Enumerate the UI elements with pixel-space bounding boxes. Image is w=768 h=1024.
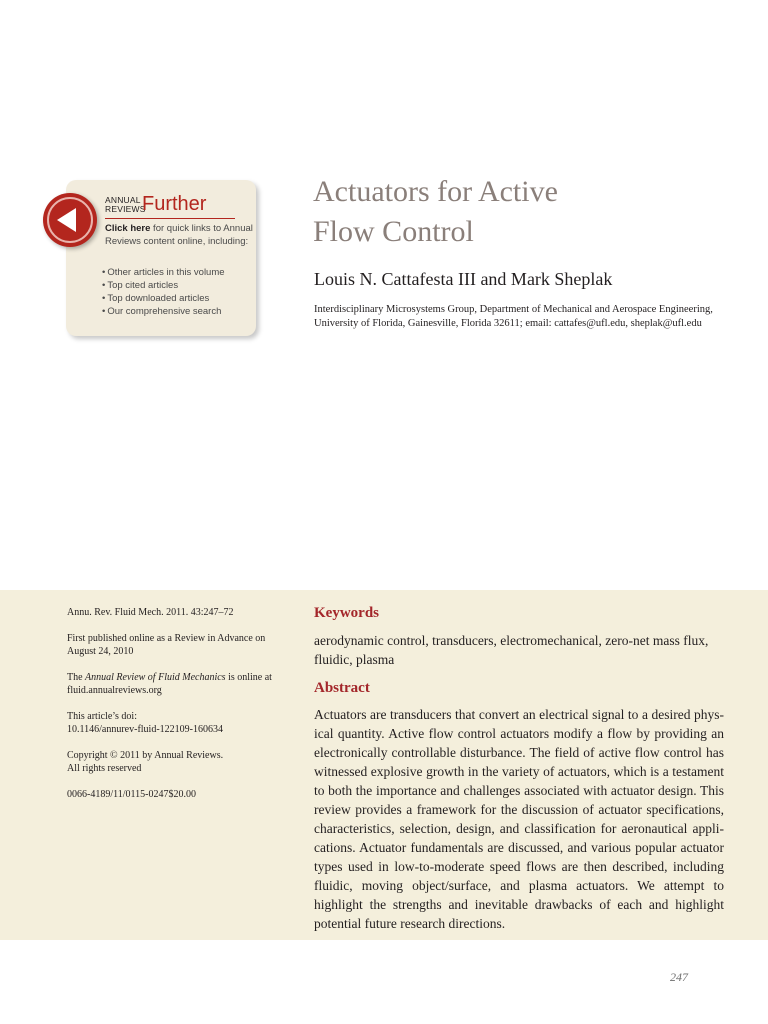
further-link-other-articles[interactable]: • Other articles in this volume xyxy=(102,266,225,279)
annual-reviews-logo xyxy=(105,196,146,214)
copyright: Copyright © 2011 by Annual Reviews. xyxy=(67,750,224,761)
click-here-link[interactable]: Click here xyxy=(105,223,151,234)
further-links-list xyxy=(102,266,225,318)
copyright-block xyxy=(67,749,287,775)
brand-line-1: ANNUAL xyxy=(105,195,141,205)
article-metadata xyxy=(67,606,287,814)
abstract-text: Actuators are transducers that convert an electrical signal to a desired physical quantity. Active flow control actuators modify a flow by providing an electronically controllable disturbance. The field of active flow control has witnessed explosive growth in the variety of actuators, which is a testament to both the importance and challenges associated with actuator design. This review provides a framework for the discussion of actuator specifications, characteristics, selection, design, and classification for aeronautical applications. Actuator fundamentals are discussed, and various popular actuator types used in low-to-moderate speed flows are then described, including fluidic, moving object/surface, and plasma actuators. We attempt to highlight the strengths and inevitable drawbacks of each and highlight potential future research directions. xyxy=(314,707,724,931)
doi-block xyxy=(67,710,287,736)
article-title xyxy=(313,172,643,252)
keywords-text: aerodynamic control, transducers, electromechanical, zero-net mass flux, fluidic, plasma xyxy=(314,633,709,667)
journal-name: Annual Review of Fluid Mechanics xyxy=(85,672,226,683)
further-divider xyxy=(105,218,235,219)
publication-note: First published online as a Review in Advance on August 24, 2010 xyxy=(67,633,266,657)
issn: 0066-4189/11/0115-0247$20.00 xyxy=(67,789,196,800)
further-link-top-downloaded[interactable]: • Top downloaded articles xyxy=(102,292,225,305)
online-note xyxy=(67,671,287,697)
further-description xyxy=(105,222,255,248)
page-number: 247 xyxy=(670,970,688,984)
doi-value[interactable]: 10.1146/annurev-fluid-122109-160634 xyxy=(67,724,223,735)
back-arrow-icon[interactable] xyxy=(43,193,97,247)
article-title-line-1: Actuators for Active xyxy=(313,175,558,208)
rights: All rights reserved xyxy=(67,763,142,774)
citation: Annu. Rev. Fluid Mech. 2011. 43:247–72 xyxy=(67,607,234,618)
keywords-heading: Keywords xyxy=(314,605,379,621)
brand-line-2: REVIEWS xyxy=(105,204,146,214)
online-note-prefix: The xyxy=(67,672,86,683)
further-link-top-cited[interactable]: • Top cited articles xyxy=(102,279,225,292)
further-description-text: for quick links to Annual Reviews content online, including: xyxy=(105,223,253,247)
abstract-heading: Abstract xyxy=(314,680,370,696)
doi-label: This article’s doi: xyxy=(67,711,137,722)
online-note-suffix: is online at fluid.annualreviews.org xyxy=(67,672,272,696)
article-title-line-2: Flow Control xyxy=(313,215,474,248)
article-authors: Louis N. Cattafesta III and Mark Sheplak xyxy=(314,269,613,289)
further-title: Further xyxy=(142,193,207,215)
article-affiliation: Interdisciplinary Microsystems Group, Department of Mechanical and Aerospace Engineering, University of Florida, Gainesville, Florida 32611; email: cattafes@ufl.edu, sheplak@ufl.edu xyxy=(314,304,713,329)
further-link-search[interactable]: • Our comprehensive search xyxy=(102,305,225,318)
